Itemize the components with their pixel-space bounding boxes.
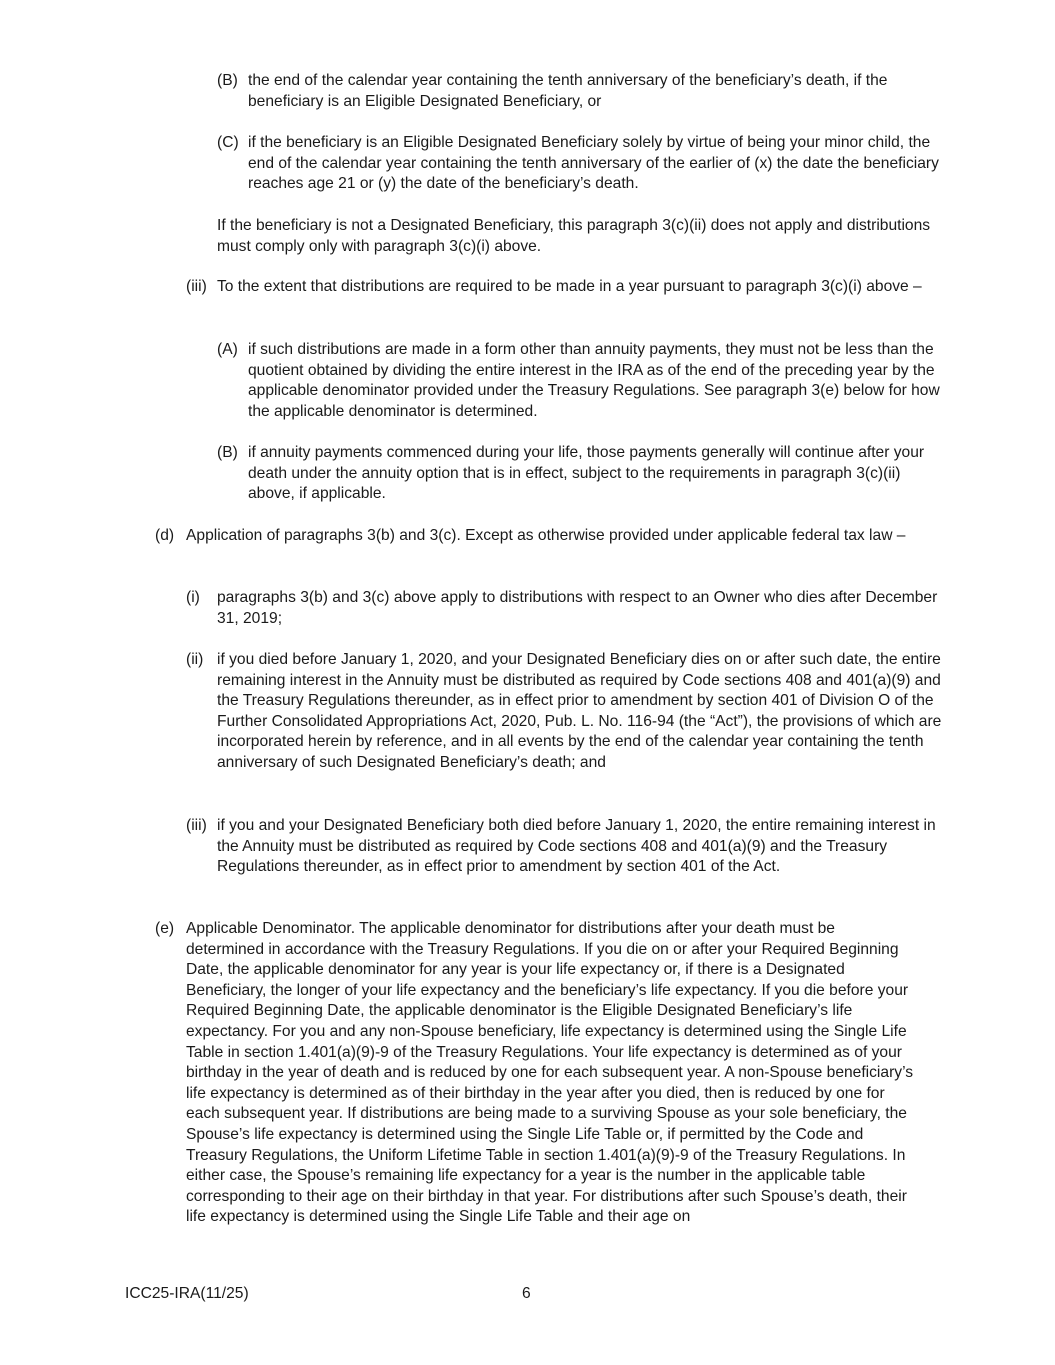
item-text: if you and your Designated Beneficiary both died before January 1, 2020, the entire remaining interest in the Annuity must be distributed as required by Code sections 408 and 401(a)(9) and the Treasury Regulations thereunder, as in effect prior to amendment by section 401 of the Act.	[217, 817, 936, 876]
paragraph-3d	[155, 526, 945, 547]
item-text: if you died before January 1, 2020, and your Designated Beneficiary dies on or after such date, the entire remaining interest in the Annuity must be distributed as required by Code sections 408 and 401(a)(9) and the Treasury Regulations thereunder, as in effect prior to amendment by section 401 of Division O of the Further Consolidated Appropriations Act, 2020, Pub. L. No. 116-94 (the “Act”), the provisions of which are incorporated herein by reference, and in all events by the end of the calendar year containing the tenth anniversary of such Designated Beneficiary’s death; and	[217, 651, 942, 771]
item-text: the end of the calendar year containing the tenth anniversary of the beneficiary’s death, if the beneficiary is an Eligible Designated Beneficiary, or	[248, 72, 888, 110]
item-label: (B)	[217, 444, 238, 461]
item-label: (iii)	[186, 278, 207, 295]
item-label: (iii)	[186, 817, 207, 834]
item-text: If the beneficiary is not a Designated Beneficiary, this paragraph 3(c)(ii) does not apply and distributions must comply only with paragraph 3(c)(i) above.	[217, 217, 931, 255]
paragraph-3d-i	[186, 588, 946, 629]
item-label: (B)	[217, 72, 238, 89]
item-label: (C)	[217, 134, 239, 151]
paragraph-3c-ii-C	[217, 133, 947, 195]
item-text: To the extent that distributions are required to be made in a year pursuant to paragraph 3(c)(i) above –	[217, 278, 922, 295]
item-label: (d)	[155, 527, 175, 544]
paragraph-3c-ii-note	[217, 216, 947, 257]
item-label: (i)	[186, 589, 200, 606]
paragraph-3c-iii	[186, 277, 946, 298]
paragraph-3d-ii	[186, 650, 946, 774]
paragraph-3d-iii	[186, 816, 946, 878]
paragraph-3e	[155, 919, 915, 1228]
item-label: (ii)	[186, 651, 204, 668]
item-text: if the beneficiary is an Eligible Designated Beneficiary solely by virtue of being your minor child, the end of the calendar year containing the tenth anniversary of the earlier of (x) the date the beneficiary reaches age 21 or (y) the date of the beneficiary’s death.	[248, 134, 939, 193]
paragraph-3c-iii-B	[217, 443, 947, 505]
item-label: (e)	[155, 920, 175, 937]
paragraph-3c-ii-B	[217, 71, 947, 112]
paragraph-3c-iii-A	[217, 340, 947, 422]
item-text: Application of paragraphs 3(b) and 3(c). Except as otherwise provided under applicable federal tax law –	[186, 527, 906, 544]
footer-form-id: ICC25-IRA(11/25)	[125, 1285, 249, 1302]
item-text: paragraphs 3(b) and 3(c) above apply to distributions with respect to an Owner who dies after December 31, 2019;	[217, 589, 938, 627]
item-text: Applicable Denominator. The applicable denominator for distributions after your death must be determined in accordance with the Treasury Regulations. If you die on or after your Required Beginning Date, the applicable denominator for any year is your life expectancy or, if there is a Designated Beneficiary, the longer of your life expectancy and the beneficiary’s life expectancy. If you die before your Required Beginning Date, the applicable denominator is the Eligible Designated Beneficiary’s life expectancy. For you and any non-Spouse beneficiary, life expectancy is determined using the Single Life Table in section 1.401(a)(9)-9 of the Treasury Regulations. Your life expectancy is determined as of your birthday in the year of death and is reduced by one for each subsequent year. A non-Spouse beneficiary’s life expectancy is determined as of their birthday in the year after you died, then is reduced by one for each subsequent year. If distributions are being made to a surviving Spouse as your sole beneficiary, the Spouse’s life expectancy is determined using the Single Life Table or, if permitted by the Code and Treasury Regulations, the Uniform Lifetime Table in section 1.401(a)(9)-9 of the Treasury Regulations. In either case, the Spouse’s remaining life expectancy for a year is the number in the applicable table corresponding to their age on their birthday in that year. For distributions after such Spouse’s death, their life expectancy is determined using the Single Life Table and their age on	[186, 920, 914, 1226]
item-text: if annuity payments commenced during your life, those payments generally will continue after your death under the annuity option that is in effect, subject to the requirements in paragraph 3(c)(ii) above, if applicable.	[248, 444, 925, 503]
item-text: if such distributions are made in a form other than annuity payments, they must not be less than the quotient obtained by dividing the entire interest in the IRA as of the end of the preceding year by the applicable denominator provided under the Treasury Regulations. See paragraph 3(e) below for how the applicable denominator is determined.	[248, 341, 940, 420]
item-label: (A)	[217, 341, 238, 358]
footer-page-number: 6	[522, 1285, 531, 1302]
